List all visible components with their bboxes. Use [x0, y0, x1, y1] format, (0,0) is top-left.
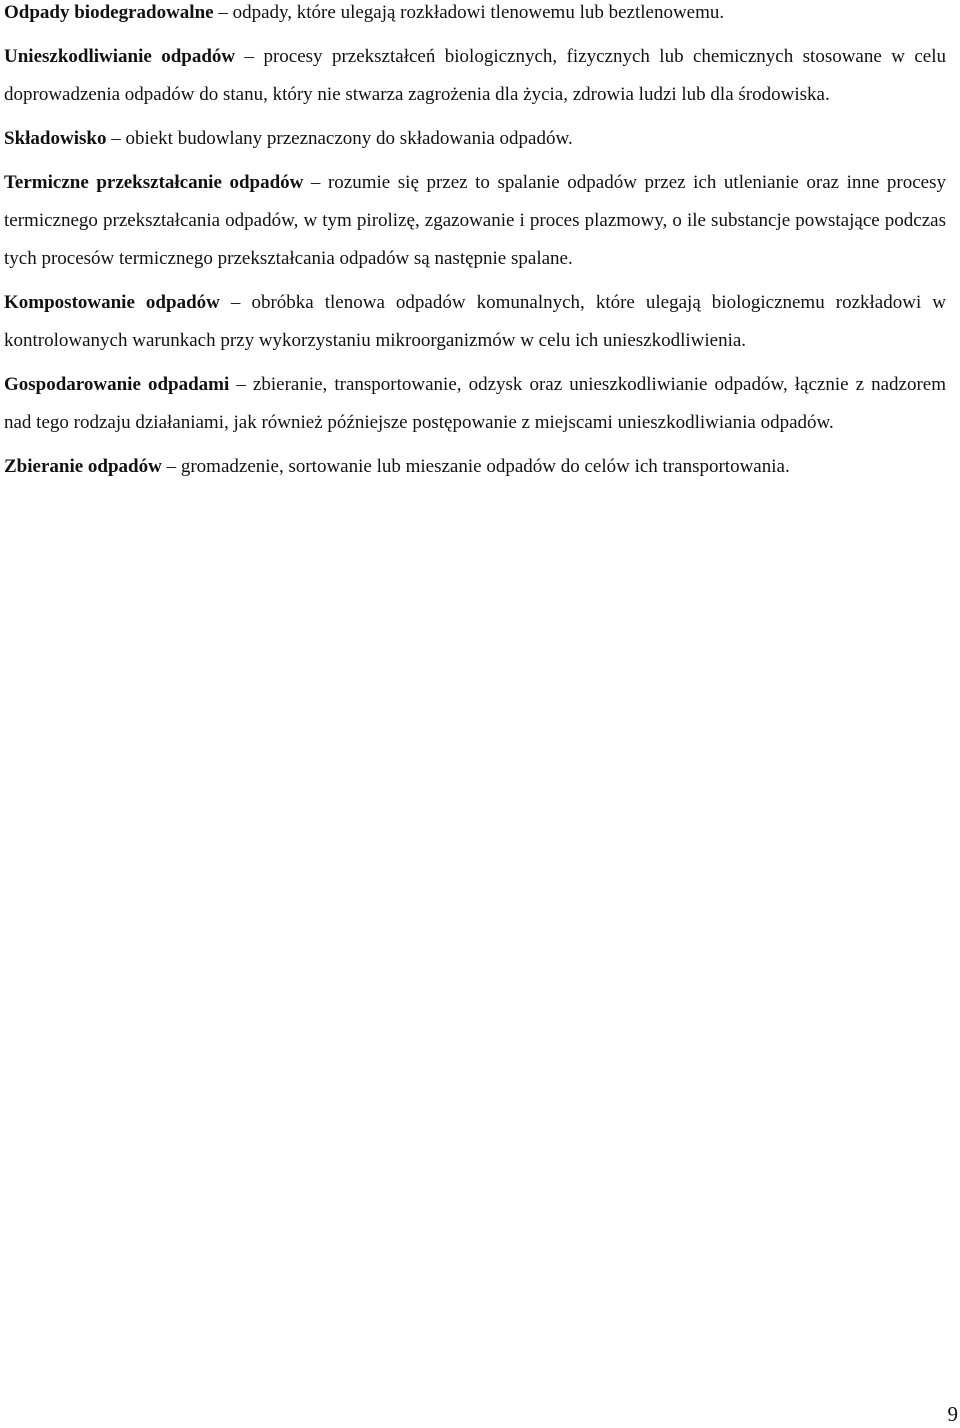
definition-separator: – — [229, 374, 253, 395]
definition-term: Kompostowanie odpadów — [4, 292, 220, 313]
definition-separator: – — [161, 456, 181, 477]
definition-entry — [4, 366, 946, 442]
definition-entry — [4, 448, 946, 486]
definition-text: obiekt budowlany przeznaczony do składowania odpadów. — [125, 128, 573, 149]
definition-term: Składowisko — [4, 128, 107, 149]
definition-separator: – — [219, 292, 252, 313]
definition-separator: – — [213, 2, 233, 23]
definition-separator: – — [303, 172, 328, 193]
document-page — [4, 0, 946, 486]
definition-text: gromadzenie, sortowanie lub mieszanie odpadów do celów ich transportowania. — [180, 456, 790, 477]
definition-text: odpady, które ulegają rozkładowi tlenowemu lub beztlenowemu. — [232, 2, 725, 23]
definition-separator: – — [235, 46, 264, 67]
definition-term: Odpady biodegradowalne — [4, 2, 214, 23]
definition-separator: – — [106, 128, 126, 149]
definition-text: obróbka tlenowa odpadów komunalnych, które ulegają biologicznemu rozkładowi w kontrolowanych warunkach przy wykorzystaniu mikroorganizmów w celu ich unieszkodliwienia. — [4, 292, 946, 351]
definition-text: zbieranie, transportowanie, odzysk oraz unieszkodliwianie odpadów, łącznie z nadzorem nad tego rodzaju działaniami, jak również późniejsze postępowanie z miejscami unieszkodliwiania odpadów. — [4, 374, 947, 433]
definition-text: rozumie się przez to spalanie odpadów przez ich utlenianie oraz inne procesy termicznego przekształcania odpadów, w tym pirolizę, zgazowanie i proces plazmowy, o ile substancje powstające podczas tych procesów termicznego przekształcania odpadów są następnie spalane. — [4, 172, 946, 269]
definition-entry — [4, 120, 946, 158]
definition-term: Zbieranie odpadów — [4, 456, 162, 477]
page-number: 9 — [947, 1402, 958, 1426]
definition-text: procesy przekształceń biologicznych, fizycznych lub chemicznych stosowane w celu doprowadzenia odpadów do stanu, który nie stwarza zagrożenia dla życia, zdrowia ludzi lub dla środowiska. — [4, 46, 946, 105]
definition-term: Gospodarowanie odpadami — [4, 374, 230, 395]
definition-term: Unieszkodliwianie odpadów — [4, 46, 236, 67]
definition-entry — [4, 284, 946, 360]
definition-entry — [4, 38, 946, 114]
definition-term: Termiczne przekształcanie odpadów — [4, 172, 304, 193]
definition-entry — [4, 0, 946, 32]
definition-entry — [4, 164, 946, 278]
